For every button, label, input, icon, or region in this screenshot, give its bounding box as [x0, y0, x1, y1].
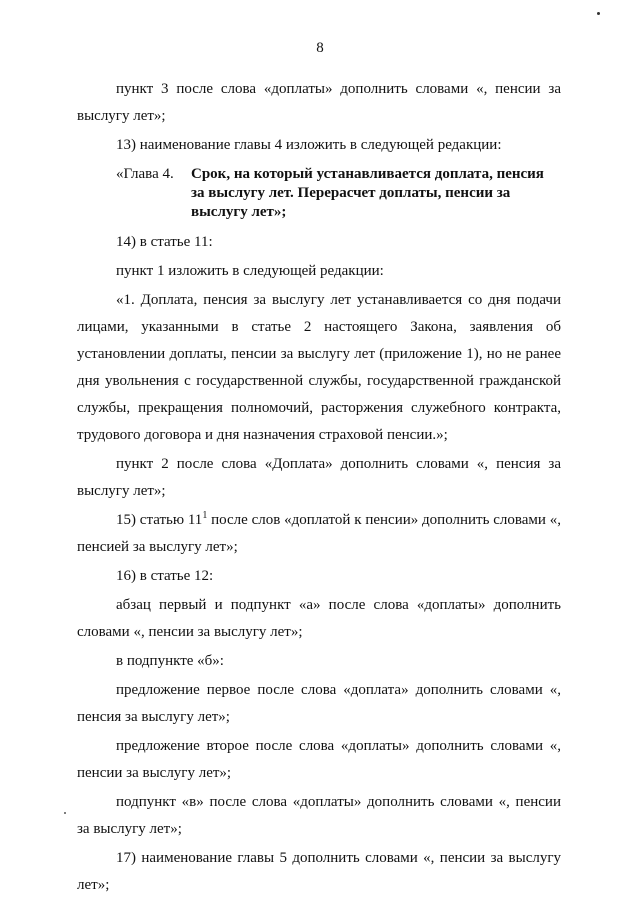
paragraph: пункт 2 после слова «Доплата» дополнить словами «, пенсия за выслугу лет»;	[77, 456, 561, 499]
scan-speck	[597, 12, 600, 15]
paragraph: 16) в статье 12:	[116, 568, 214, 584]
paragraph: 17) наименование главы 5 дополнить словами «, пенсии за выслугу лет»;	[77, 850, 561, 893]
chapter-label: «Глава 4.	[116, 166, 174, 182]
paragraph: подпункт «в» после слова «доплаты» дополнить словами «, пенсии за выслугу лет»;	[77, 794, 561, 837]
paragraph: в подпункте «б»:	[116, 653, 224, 669]
chapter-heading	[77, 161, 561, 226]
page-number: 8	[316, 40, 324, 56]
scan-speck	[64, 812, 66, 814]
paragraph: предложение второе после слова «доплаты» дополнить словами «, пенсии за выслугу лет»;	[77, 738, 561, 781]
document-body	[77, 76, 561, 901]
paragraph: 13) наименование главы 4 изложить в следующей редакции:	[116, 137, 502, 153]
paragraph-item-15	[77, 507, 561, 561]
paragraph: пункт 3 после слова «доплаты» дополнить словами «, пенсии за выслугу лет»;	[77, 81, 561, 124]
item15-after: после слов «доплатой к пенсии» дополнить словами «, пенсией за выслугу лет»;	[77, 512, 561, 555]
paragraph: 14) в статье 11:	[116, 234, 213, 250]
paragraph: пункт 1 изложить в следующей редакции:	[116, 263, 384, 279]
item15-before: 15) статью 11	[116, 512, 203, 528]
paragraph: абзац первый и подпункт «а» после слова «доплаты» дополнить словами «, пенсии за выслугу лет»;	[77, 597, 561, 640]
chapter-title: Срок, на который устанавливается доплата, пенсия за выслугу лет. Перерасчет доплаты, пенсии за выслугу лет»;	[191, 166, 544, 220]
paragraph: предложение первое после слова «доплата» дополнить словами «, пенсия за выслугу лет»;	[77, 682, 561, 725]
item15-superscript: 1	[202, 510, 208, 521]
paragraph: «1. Доплата, пенсия за выслугу лет устанавливается со дня подачи лицами, указанными в статье 2 настоящего Закона, заявления об установлении доплаты, пенсии за выслугу лет (приложение 1), но не ранее дня увольнения с государственной службы, государственной гражданской службы, прекращения полномочий, расторжения служебного контракта, трудового договора и дня назначения страховой пенсии.»;	[77, 292, 561, 443]
